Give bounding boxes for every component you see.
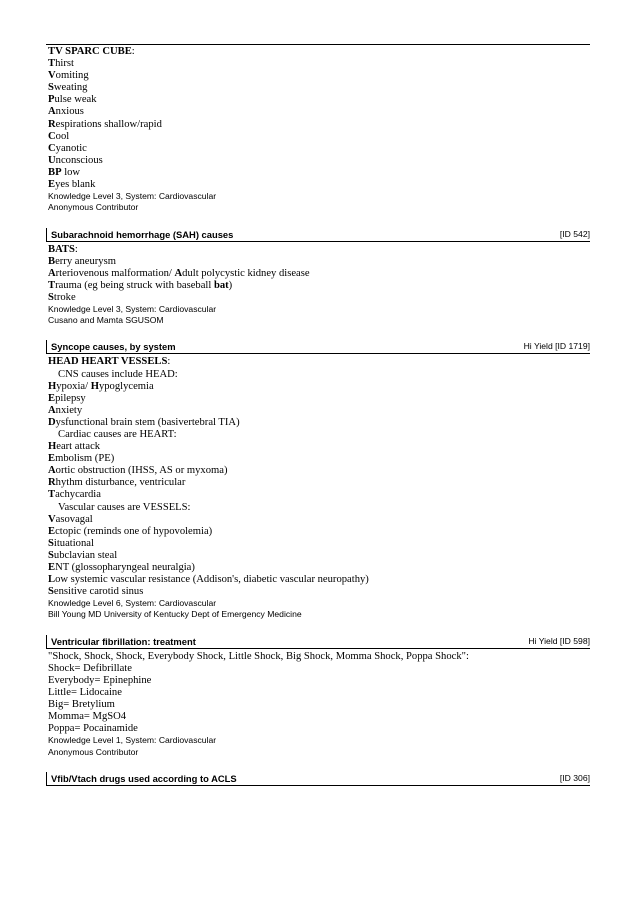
mnemonic-line [48,58,590,70]
card [46,45,590,214]
mnemonic-text: troke [53,291,76,303]
mnemonic-line [48,550,590,562]
mnemonic-line [48,429,590,441]
mnemonic-text: ensitive carotid sinus [53,586,144,598]
mnemonic-line [48,356,590,368]
card-body [46,787,590,788]
mnemonic-letter: T [48,489,56,501]
mnemonic-line [48,711,590,723]
mnemonic-line [48,417,590,429]
mnemonic-text: dult polycystic kidney disease [182,267,310,279]
card-header [46,772,590,785]
mnemonic-letter: TV SPARC CUBE [48,46,132,57]
mnemonic-line [48,179,590,191]
mnemonic-line [48,502,590,514]
mnemonic-letter: E [48,392,56,404]
card-body [46,45,590,214]
card-id: [ID 542] [559,228,590,239]
mnemonic-text: ow systemic vascular resistance (Addison's, diabetic vascular neuropathy) [55,574,369,586]
mnemonic-text: Vascular causes are VESSELS: [58,501,191,513]
mnemonic-line [48,280,590,292]
card-id: [ID 306] [559,772,590,783]
mnemonic-line [48,663,590,675]
mnemonic-line [48,465,590,477]
document-page [46,44,590,788]
mnemonic-text: espirations shallow/rapid [55,118,162,130]
mnemonic-text: ool [55,130,70,142]
mnemonic-line [48,586,590,598]
mnemonic-text: CNS causes include HEAD: [58,368,178,380]
card [46,228,590,327]
contributor: Anonymous Contributor [48,746,139,757]
mnemonic-line [48,268,590,280]
mnemonic-letter: R [48,477,56,489]
mnemonic-text: achycardia [55,489,101,501]
mnemonic-text: : [131,46,135,57]
mnemonic-letter: H [90,380,99,392]
mnemonic-line [48,675,590,687]
card-body [46,243,590,327]
mnemonic-letter: E [48,525,56,537]
header-rule [46,648,590,649]
mnemonic-line [48,82,590,94]
mnemonic-text: Big= Bretylium [48,699,115,711]
card [46,635,590,758]
mnemonic-line [48,651,590,663]
mnemonic-text: weating [53,82,88,94]
card [46,772,590,788]
mnemonic-letter: bat [213,279,229,291]
knowledge-level: Knowledge Level 3, System: Cardiovascular [48,191,217,202]
mnemonic-text: ituational [53,537,94,549]
card-header [46,635,590,648]
mnemonic-line [48,393,590,405]
contributor: Cusano and Mamta SGUSOM [48,315,164,326]
mnemonic-text: yanotic [55,142,87,154]
mnemonic-text: eart attack [56,441,101,453]
mnemonic-text: ) [228,279,233,291]
mnemonic-letter: H [48,380,57,392]
mnemonic-letter: A [48,404,56,416]
mnemonic-text: ypoxia/ [56,380,91,392]
mnemonic-line [48,369,590,381]
card-body [46,650,590,758]
mnemonic-text: Everybody= Epinephine [48,674,152,686]
mnemonic-line [48,405,590,417]
mnemonic-text: hythm disturbance, ventricular [55,477,186,489]
mnemonic-line [48,489,590,501]
mnemonic-text: hirst [55,58,74,70]
card-title: Subarachnoid hemorrhage (SAH) causes [51,228,234,240]
card-title: Vfib/Vtach drugs used according to ACLS [51,772,237,784]
header-bar [46,340,47,353]
mnemonic-letter: E [48,562,56,573]
mnemonic-line [48,143,590,155]
mnemonic-line [48,453,590,465]
mnemonic-line [48,441,590,453]
mnemonic-line [48,70,590,82]
mnemonic-letter: V [48,70,56,82]
mnemonic-line [48,46,590,58]
card-header [46,340,590,353]
card-title: Ventricular fibrillation: treatment [51,635,196,647]
contributor: Anonymous Contributor [48,202,139,213]
mnemonic-text: NT (glossopharyngeal neuralgia) [55,562,195,573]
mnemonic-letter: S [48,549,54,561]
mnemonic-text: asovagal [55,513,93,525]
card-header [46,228,590,241]
mnemonic-text: "Shock, Shock, Shock, Everybody Shock, Little Shock, Big Shock, Momma Shock, Poppa Shock": [48,650,469,662]
header-rule [46,785,590,786]
mnemonic-text: low [61,166,81,178]
mnemonic-line [48,574,590,586]
knowledge-level: Knowledge Level 3, System: Cardiovascular [48,304,217,314]
mnemonic-line [48,538,590,550]
mnemonic-text: : [74,243,78,255]
mnemonic-letter: S [48,82,54,94]
card [46,340,590,620]
card-id: Hi Yield [ID 1719] [523,341,590,352]
mnemonic-text: ulse weak [54,94,97,106]
mnemonic-line [48,131,590,143]
header-bar [46,635,47,648]
knowledge-level: Knowledge Level 6, System: Cardiovascular [48,598,217,609]
mnemonic-letter: U [48,154,56,166]
mnemonic-text: ubclavian steal [53,549,118,561]
header-rule [46,353,590,354]
mnemonic-line [48,94,590,106]
card-body [46,355,590,620]
mnemonic-letter: T [48,58,56,70]
mnemonic-text: ortic obstruction (IHSS, AS or myxoma) [55,465,228,477]
mnemonic-letter: C [48,130,56,142]
mnemonic-text: nxious [55,106,84,118]
mnemonic-line [48,381,590,393]
mnemonic-text: : [167,356,171,368]
mnemonic-text: yes blank [55,179,96,191]
mnemonic-text: mbolism (PE) [55,453,115,465]
header-bar [46,772,47,785]
mnemonic-line [48,292,590,304]
mnemonic-letter: S [48,291,54,303]
mnemonic-text: nconscious [55,154,103,166]
card-list [46,45,590,788]
mnemonic-line [48,514,590,526]
mnemonic-letter: P [48,94,55,106]
mnemonic-letter: A [48,465,56,477]
mnemonic-letter: B [48,255,56,267]
contributor: Bill Young MD University of Kentucky Dept of Emergency Medicine [48,609,302,620]
card-id: Hi Yield [ID 598] [528,635,590,646]
mnemonic-letter: BP [48,166,62,178]
mnemonic-text: ctopic (reminds one of hypovolemia) [55,525,213,537]
mnemonic-letter: C [48,142,56,154]
mnemonic-text: erry aneurysm [55,255,116,267]
mnemonic-line [48,562,590,574]
mnemonic-letter: A [48,106,56,118]
mnemonic-text: Little= Lidocaine [48,686,122,698]
header-rule [46,241,590,242]
header-bar [46,228,47,241]
mnemonic-letter: S [48,537,54,549]
mnemonic-line [48,244,590,256]
mnemonic-line [48,119,590,131]
mnemonic-line [48,687,590,699]
mnemonic-text: nxiety [55,404,83,416]
card-title: Syncope causes, by system [51,341,176,353]
mnemonic-line [48,477,590,489]
mnemonic-letter: H [48,441,57,453]
mnemonic-letter: E [48,179,56,191]
mnemonic-letter: S [48,586,54,598]
knowledge-level: Knowledge Level 1, System: Cardiovascular [48,735,217,746]
mnemonic-text: omiting [55,70,89,82]
mnemonic-line [48,256,590,268]
mnemonic-text: Shock= Defibrillate [48,662,132,674]
mnemonic-text: Cardiac causes are HEART: [58,428,177,440]
mnemonic-text: pilepsy [55,392,86,404]
mnemonic-letter: V [48,513,56,525]
mnemonic-text: Poppa= Pocainamide [48,723,138,735]
mnemonic-line [48,155,590,167]
mnemonic-letter: D [48,416,56,428]
mnemonic-letter: A [174,267,183,279]
mnemonic-line [48,526,590,538]
mnemonic-letter: R [48,118,56,130]
mnemonic-line [48,106,590,118]
mnemonic-letter: L [48,574,56,586]
mnemonic-text: ypoglycemia [98,380,154,392]
mnemonic-text: rteriovenous malformation/ [55,267,175,279]
mnemonic-text: ysfunctional brain stem (basivertebral TIA) [55,416,240,428]
mnemonic-letter: E [48,453,56,465]
mnemonic-letter: HEAD HEART VESSELS [48,356,168,368]
mnemonic-text: Momma= MgSO4 [48,711,127,723]
mnemonic-letter: T [48,279,56,291]
mnemonic-text: rauma (eg being struck with baseball [55,279,214,291]
mnemonic-letter: A [48,267,56,279]
mnemonic-line [48,699,590,711]
mnemonic-line [48,723,590,735]
mnemonic-line [48,167,590,179]
mnemonic-letter: BATS [48,243,75,255]
